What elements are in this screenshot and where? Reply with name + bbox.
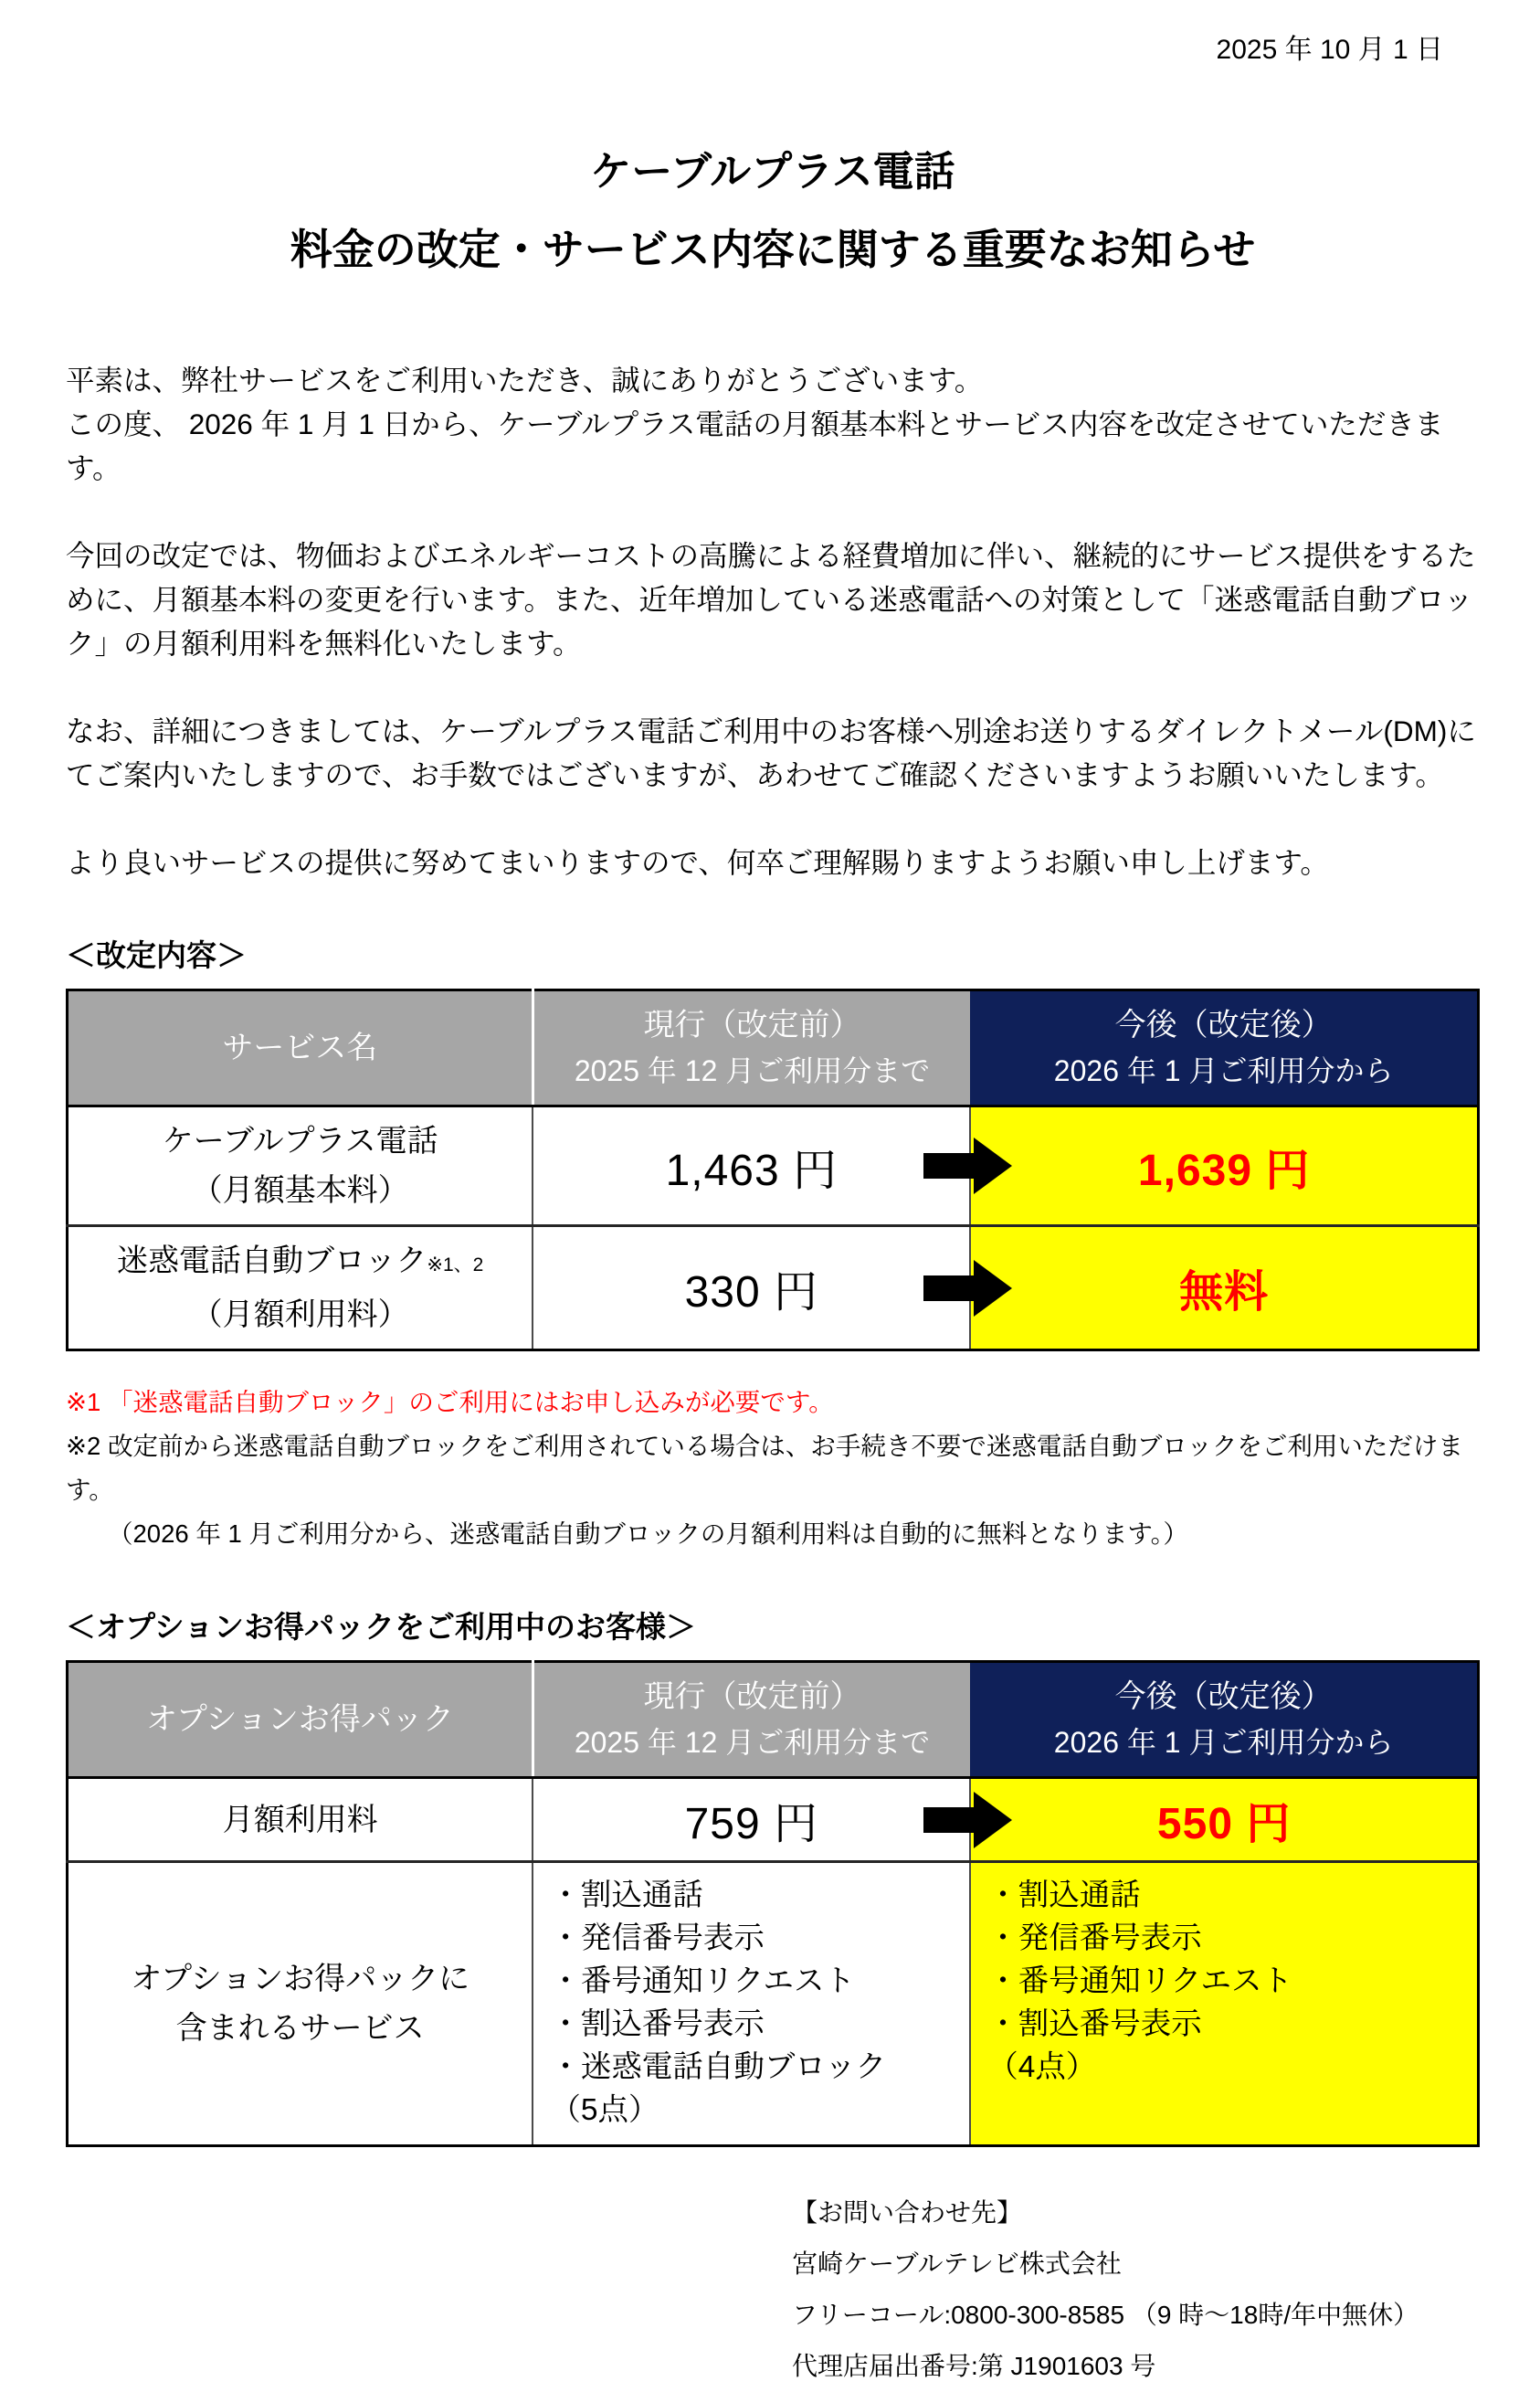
revision-table [66,989,1480,1351]
after-price-value: 1,639 円 [1137,1146,1311,1195]
after-price-cell [970,1106,1478,1226]
body-text [66,358,1480,884]
service-name-header-label: サービス名 [222,1031,378,1065]
service-name-line2: （月額基本料） [191,1173,409,1208]
option-pack-header-row [68,1662,1479,1778]
company-name: 宮崎ケーブルテレビ株式会社 [792,2249,1122,2278]
before-price-cell: 1,463 円 [533,1106,970,1226]
included-services-name-cell [68,1862,533,2146]
section1-heading: ＜改定内容＞ [66,938,247,972]
after-header-line2: 2026 年 1 月ご利用分から [1053,1726,1394,1759]
before-price-cell: 330 円 [533,1226,970,1350]
included-services-line1: オプションお得パックに [131,1962,470,1996]
before-header-line2: 2025 年 12 月ご利用分まで [574,1054,931,1087]
list-item: ・割込通話 [550,1879,703,1912]
fee-name-cell: 月額利用料 [68,1778,533,1862]
before-column-header [533,1662,970,1778]
revision-table-header-row [68,990,1479,1106]
table-row-included-services [68,1862,1479,2146]
paragraph-closing: より良いサービスの提供に努めてまいりますので、何卒ご理解賜りますようお願い申し上げます。 [66,846,1329,879]
before-price-cell: 759 円 [533,1778,970,1862]
list-item: ・割込番号表示 [987,2007,1202,2041]
service-name-header [68,990,533,1106]
contact-heading: 【お問い合わせ先】 [792,2198,1023,2227]
before-header-line2: 2025 年 12 月ご利用分まで [574,1726,931,1759]
table-row-block-service [68,1226,1479,1350]
option-pack-header [68,1662,533,1778]
option-pack-header-label: オプションお得パック [145,1702,454,1737]
list-item: （5点） [550,2093,659,2127]
before-header-line1: 現行（改定前） [643,1008,861,1043]
option-pack-table [66,1660,1480,2147]
document-date: 2025 年 10 月 1 日 [1216,35,1443,65]
title-notice: 料金の改定・サービス内容に関する重要なお知らせ [290,226,1256,273]
after-price-value: 550 円 [1156,1800,1292,1848]
service-name-line1: 迷惑電話自動ブロック [117,1244,427,1278]
before-column-header [533,990,970,1106]
footnote-1: ※1 「迷惑電話自動ブロック」のご利用にはお申し込みが必要です。 [66,1388,834,1416]
service-name-line2: （月額利用料） [191,1297,409,1332]
footnote-marker: ※1、2 [427,1254,484,1275]
agency-registration-number: 代理店届出番号:第 J1901603 号 [792,2352,1156,2380]
list-item: （4点） [987,2050,1097,2084]
after-column-header [970,990,1478,1106]
greeting-line2: この度、 2026 年 1 月 1 日から、ケーブルプラス電話の月額基本料とサービス内容を改定させていただきます。 [66,407,1444,484]
footnote-2: ※2 改定前から迷惑電話自動ブロックをご利用されている場合は、お手続き不要で迷惑電話自動ブロックをご利用いただけます。 [66,1432,1463,1504]
paragraph-greeting [66,358,1480,490]
after-price-cell [970,1226,1478,1350]
included-services-before-list [533,1862,970,2146]
before-header-line1: 現行（改定前） [643,1679,861,1714]
after-header-line2: 2026 年 1 月ご利用分から [1053,1054,1394,1087]
service-name-cell [68,1226,533,1350]
table-row-basic-fee [68,1106,1479,1226]
included-services-after-list [970,1862,1478,2146]
list-item: ・迷惑電話自動ブロック [550,2050,887,2084]
footnote-2-continuation: （2026 年 1 月ご利用分から、迷惑電話自動ブロックの月額利用料は自動的に無料となります。） [108,1519,1188,1548]
included-services-line2: 含まれるサービス [175,2011,425,2046]
after-column-header [970,1662,1478,1778]
footnotes [66,1381,1480,1556]
list-item: ・発信番号表示 [550,1921,765,1955]
list-item: ・番号通知リクエスト [550,1964,856,1998]
phone-number-line: フリーコール:0800-300-8585 （9 時～18時/年中無休） [792,2301,1419,2329]
list-item: ・割込番号表示 [550,2007,765,2041]
after-price-value: 無料 [1179,1268,1270,1317]
list-item: ・割込通話 [987,1879,1141,1912]
after-header-line1: 今後（改定後） [1114,1679,1333,1714]
title-service-name: ケーブルプラス電話 [590,148,955,195]
paragraph-direct-mail: なお、詳細につきましては、ケーブルプラス電話ご利用中のお客様へ別途お送りするダイレクトメール(DM)にてご案内いたしますので、お手数ではございますが、あわせてご確認くださいますようお願いいたします。 [66,714,1476,791]
list-item: ・発信番号表示 [987,1921,1202,1955]
after-price-cell [970,1778,1478,1862]
list-item: ・番号通知リクエスト [987,1964,1292,1998]
contact-block [792,2187,1480,2392]
section2-heading: ＜オプションお得パックをご利用中のお客様＞ [66,1610,697,1644]
service-name-line1: ケーブルプラス電話 [162,1124,438,1159]
service-name-cell [68,1106,533,1226]
greeting-line1: 平素は、弊社サービスをご利用いただき、誠にありがとうございます。 [66,364,984,397]
table-row-monthly-fee [68,1778,1479,1862]
paragraph-revision-reason: 今回の改定では、物価およびエネルギーコストの高騰による経費増加に伴い、継続的にサービス提供をするために、月額基本料の変更を行います。また、近年増加している迷惑電話への対策として「迷惑電話自動ブロック」の月額利用料を無料化いたします。 [66,539,1476,660]
after-header-line1: 今後（改定後） [1114,1008,1333,1043]
